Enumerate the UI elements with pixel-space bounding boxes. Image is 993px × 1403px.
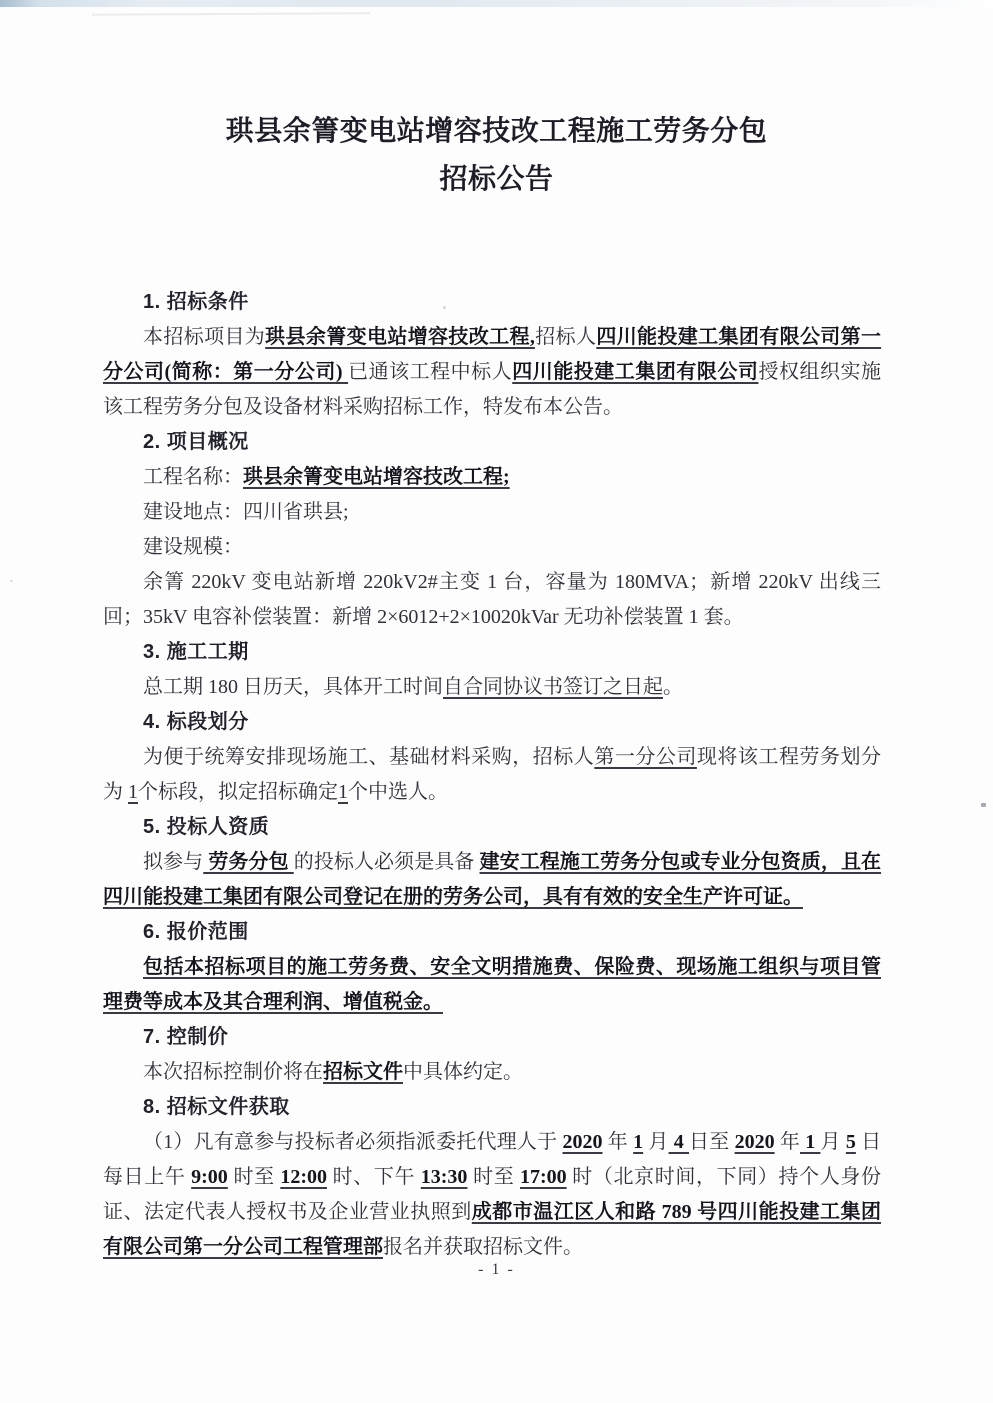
section-8-heading (103, 1090, 881, 1125)
text-run: 日至 (688, 1131, 735, 1153)
text-run: 17:00 (519, 1166, 567, 1188)
text-run: 报名并获取招标文件。 (383, 1236, 583, 1258)
section-2-heading (103, 425, 881, 460)
construction-scale-paragraph (103, 565, 881, 635)
text-run: 1. 招标条件 (143, 291, 249, 313)
section-5-heading (103, 810, 881, 845)
text-run: 四川能投建工集团有限公司 (512, 361, 759, 383)
lot-division-paragraph (103, 740, 881, 810)
text-run: 日每日上午 (103, 1131, 882, 1188)
section-1-paragraph (103, 320, 881, 425)
text-run: 7. 控制价 (143, 1026, 229, 1048)
text-run: 年 (774, 1131, 801, 1153)
text-run: 月 (820, 1131, 846, 1153)
section-3-heading (103, 635, 881, 670)
construction-location-line (103, 495, 881, 530)
text-run: 建设地点：四川省珙县; (143, 501, 349, 523)
text-run: 劳务分包 (203, 851, 294, 873)
text-run: 工程名称： (143, 466, 243, 488)
text-run: （1）凡有意参与投标者必须指派委托代理人于 (143, 1131, 563, 1153)
text-run: 8. 招标文件获取 (143, 1096, 290, 1118)
text-run: 5 (845, 1131, 856, 1153)
scan-edge-artifact (0, 0, 993, 7)
text-run: 月 (643, 1131, 669, 1153)
text-run: 12:00 (280, 1166, 327, 1188)
section-4-heading (103, 705, 881, 740)
section-1-heading (103, 285, 881, 320)
text-run: 为便于统筹安排现场施工、基础材料采购，招标人 (143, 746, 595, 768)
page-number: - 1 - (478, 1261, 515, 1278)
quotation-scope-paragraph (103, 950, 881, 1020)
text-run: 珙县余箐变电站增容技改工程; (243, 466, 510, 488)
text-run: 自合同协议书签订之日起 (443, 676, 663, 698)
text-run: 1 (338, 781, 348, 803)
text-run: 招标文件 (323, 1061, 403, 1083)
text-run: 已通该工程中标人 (348, 361, 513, 383)
text-run: 4 (668, 1131, 689, 1153)
text-run: 招标人 (534, 326, 597, 348)
text-run: 本招标项目为 (143, 326, 266, 348)
text-run: 年 (602, 1131, 634, 1153)
section-6-heading (103, 915, 881, 950)
text-run: 1 (800, 1131, 821, 1153)
text-run: 时、下午 (327, 1166, 421, 1188)
document-body (103, 285, 881, 1265)
text-run: 中具体约定。 (403, 1061, 523, 1083)
text-run: 授权组织实施该工程劳务分包及设备材料采购招标工作，特发布本公告。 (103, 361, 882, 418)
scan-speck (981, 803, 986, 807)
text-run: 包括本招标项目的施工劳务费、安全文明措施费、保险费、现场施工组织与项目管理费等成本及其合理利润、增值税金。 (103, 956, 881, 1013)
text-run: 13:30 (420, 1166, 468, 1188)
text-run: 6. 报价范围 (143, 921, 249, 943)
text-run: 的投标人必须是具备 (293, 851, 480, 873)
text-run: 2. 项目概况 (143, 431, 249, 453)
bidder-qualification-paragraph (103, 845, 881, 915)
control-price-paragraph (103, 1055, 881, 1090)
text-run: 建安工程施工劳务分包或专业分包资质，且在四川能投建工集团有限公司登记在册的劳务公司，具有有效的安全生产许可证。 (103, 851, 882, 908)
document-title-line-1: 珙县余箐变电站增容技改工程施工劳务分包 (225, 116, 768, 147)
text-run: 现将该工程劳务划分为 (103, 746, 882, 803)
project-name-line (103, 460, 881, 495)
document-title-block (0, 112, 993, 200)
text-run: 2020 (562, 1131, 603, 1153)
text-run: 3. 施工工期 (143, 641, 249, 663)
construction-duration-paragraph (103, 670, 881, 705)
text-run: 四川能投建工集团有限公司第一分公司(简称：第一分公司) (103, 326, 882, 383)
text-run: 珙县余箐变电站增容技改工程, (265, 326, 535, 348)
document-acquisition-paragraph (103, 1125, 881, 1265)
text-run: 本次招标控制价将在 (143, 1061, 323, 1083)
text-run: 4. 标段划分 (143, 711, 249, 733)
text-run: 时（北京时间，下同）持个人身份证、法定代表人授权书及企业营业执照到 (103, 1166, 882, 1223)
text-run: 2020 (734, 1131, 775, 1153)
text-run: 9:00 (191, 1166, 228, 1188)
text-run: 时至 (227, 1166, 281, 1188)
text-run: 拟参与 (143, 851, 204, 873)
text-run: 总工期 180 日历天，具体开工时间 (143, 676, 443, 698)
text-run: 1 (633, 1131, 644, 1153)
text-run: 建设规模： (143, 536, 243, 558)
text-run: 5. 投标人资质 (143, 816, 270, 838)
text-run: 第一分公司 (594, 746, 697, 768)
document-title-line-2: 招标公告 (439, 164, 554, 195)
text-run: 。 (663, 676, 683, 698)
construction-scale-label-line (103, 530, 881, 565)
text-run: 1 (128, 781, 138, 803)
scan-speck (10, 580, 13, 582)
text-run: 个标段，拟定招标确定 (138, 781, 338, 803)
text-run: 时至 (467, 1166, 520, 1188)
scan-streak-artifact (92, 12, 370, 15)
section-7-heading (103, 1020, 881, 1055)
text-run: 个中选人。 (348, 781, 448, 803)
text-run: 成都市温江区人和路 789 号四川能投建工集团有限公司第一分公司工程管理部 (103, 1201, 882, 1258)
text-run: 余箐 220kV 变电站新增 220kV2#主变 1 台，容量为 180MVA；新增 220kV 出线三回；35kV 电容补偿装置：新增 2×6012+2×10020kVar 无功补偿装置 1 套。 (103, 571, 881, 628)
